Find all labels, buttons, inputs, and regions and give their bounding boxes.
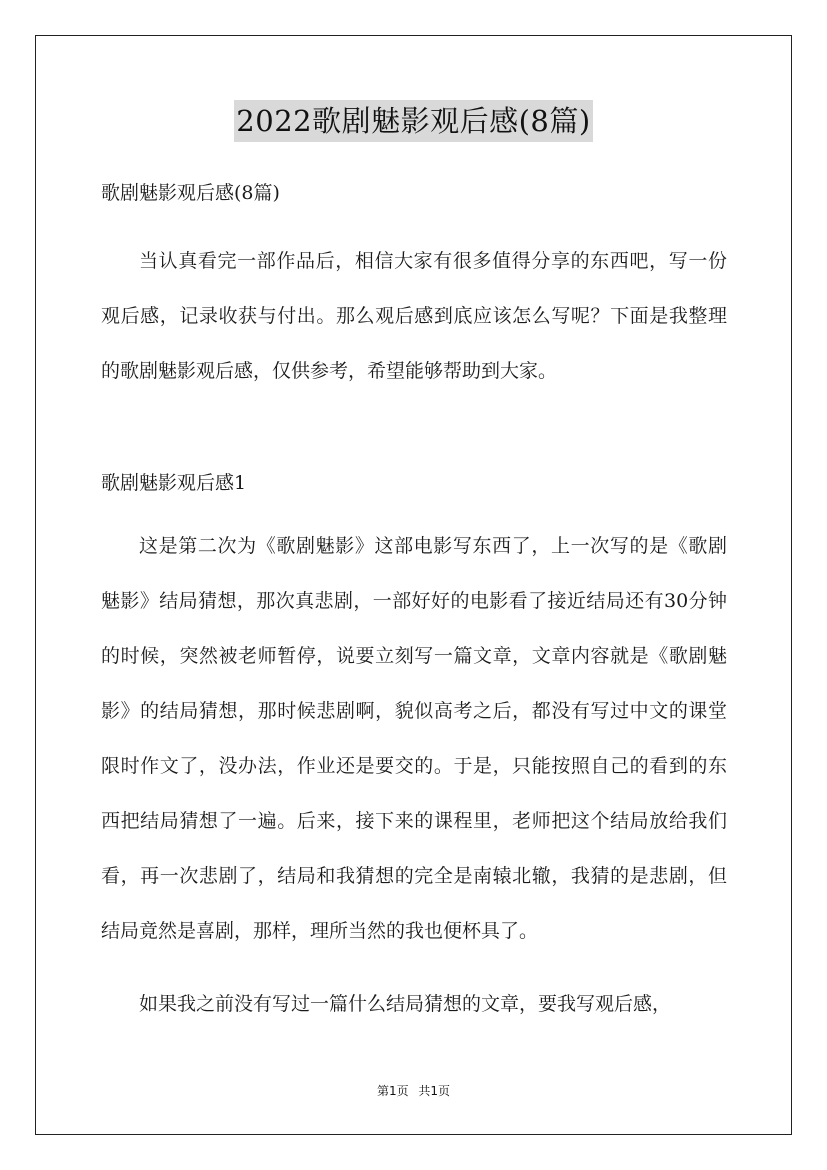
intro-paragraph: 当认真看完一部作品后，相信大家有很多值得分享的东西吧，写一份观后感，记录收获与付出。那么观后感到底应该怎么写呢？下面是我整理的歌剧魅影观后感，仅供参考，希望能够帮助到大家。: [101, 250, 727, 382]
article-paragraph: 这是第二次为《歌剧魅影》这部电影写东西了，上一次写的是《歌剧魅影》结局猜想，那次真悲剧，一部好好的电影看了接近结局还有30分钟的时候，突然被老师暂停，说要立刻写一篇文章，文章内容就是《歌剧魅影》的结局猜想，那时候悲剧啊，貌似高考之后，都没有写过中文的课堂限时作文了，没办法，作业还是要交的。于是，只能按照自己的看到的东西把结局猜想了一遍。后来，接下来的课程里，老师把这个结局放给我们看，再一次悲剧了，结局和我猜想的完全是南辕北辙，我猜的是悲剧，但结局竟然是喜剧，那样，理所当然的我也便杯具了。: [101, 535, 727, 942]
document-title: 2022歌剧魅影观后感(8篇): [234, 100, 592, 142]
section-spacer: [101, 399, 727, 456]
page-footer: [0, 1082, 827, 1100]
section-heading: 歌剧魅影观后感1: [101, 472, 247, 494]
document-subtitle: 歌剧魅影观后感(8篇): [101, 182, 280, 204]
title-container: [0, 100, 827, 142]
page-total: 共1页: [418, 1084, 451, 1098]
article-paragraph: 如果我之前没有写过一篇什么结局猜想的文章，要我写观后感，: [139, 993, 672, 1015]
page-number: 第1页: [376, 1084, 409, 1098]
document-body: [101, 173, 727, 1032]
